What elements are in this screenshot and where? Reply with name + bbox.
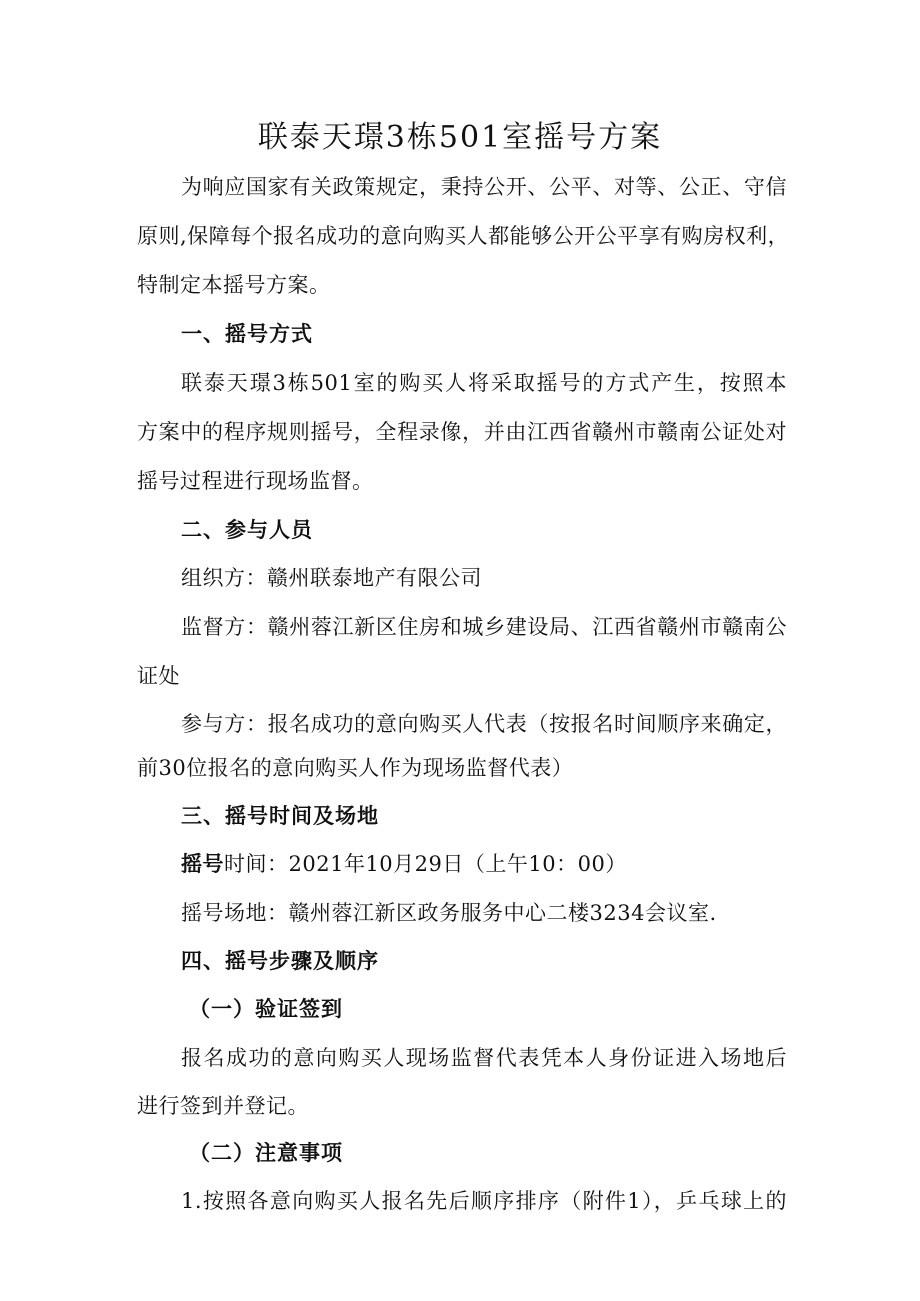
- section-1-line-3: 摇号过程进行现场监督。: [137, 469, 374, 493]
- time-value: 时间：2021年10月29日（上午10：00）: [224, 852, 627, 876]
- section-1-line-2: 方案中的程序规则摇号，全程录像，并由江西省赣州市赣南公证处对: [137, 420, 787, 444]
- subsection-2-line-1: 1.按照各意向购买人报名先后顺序排序（附件1），乒乓球上的: [181, 1189, 787, 1213]
- supervisor-line-2: 证处: [137, 664, 180, 688]
- supervisor-line-1: 监督方：赣州蓉江新区住房和城乡建设局、江西省赣州市赣南公: [181, 615, 787, 639]
- participant-line-1: 参与方：报名成功的意向购买人代表（按报名时间顺序来确定，: [181, 712, 787, 736]
- participant-line-2: 前30位报名的意向购买人作为现场监督代表）: [137, 756, 574, 780]
- section-2-heading: 二、参与人员: [181, 518, 313, 542]
- section-1-heading: 一、摇号方式: [181, 322, 313, 346]
- section-4-heading: 四、摇号步骤及顺序: [181, 949, 379, 973]
- document-title: 联泰天璟3栋501室摇号方案: [257, 120, 663, 155]
- section-1-line-1: 联泰天璟3栋501室的购买人将采取摇号的方式产生，按照本: [181, 371, 787, 395]
- venue-line: 摇号场地：赣州蓉江新区政务服务中心二楼3234会议室.: [181, 901, 717, 925]
- section-3-heading: 三、摇号时间及场地: [181, 804, 379, 828]
- subsection-2-heading: （二）注意事项: [189, 1141, 343, 1165]
- organizer-line: 组织方：赣州联泰地产有限公司: [181, 566, 482, 590]
- subsection-1-line-1: 报名成功的意向购买人现场监督代表凭本人身份证进入场地后: [181, 1046, 787, 1070]
- time-line: [181, 849, 787, 879]
- time-bold-label: 摇号: [181, 852, 224, 876]
- subsection-1-line-2: 进行签到并登记。: [137, 1094, 309, 1118]
- intro-line-1: 为响应国家有关政策规定，秉持公开、公平、对等、公正、守信: [181, 175, 787, 199]
- intro-line-3: 特制定本摇号方案。: [137, 273, 331, 297]
- subsection-1-heading: （一）验证签到: [189, 997, 343, 1021]
- intro-line-2: 原则,保障每个报名成功的意向购买人都能够公开公平享有购房权利，: [137, 224, 790, 248]
